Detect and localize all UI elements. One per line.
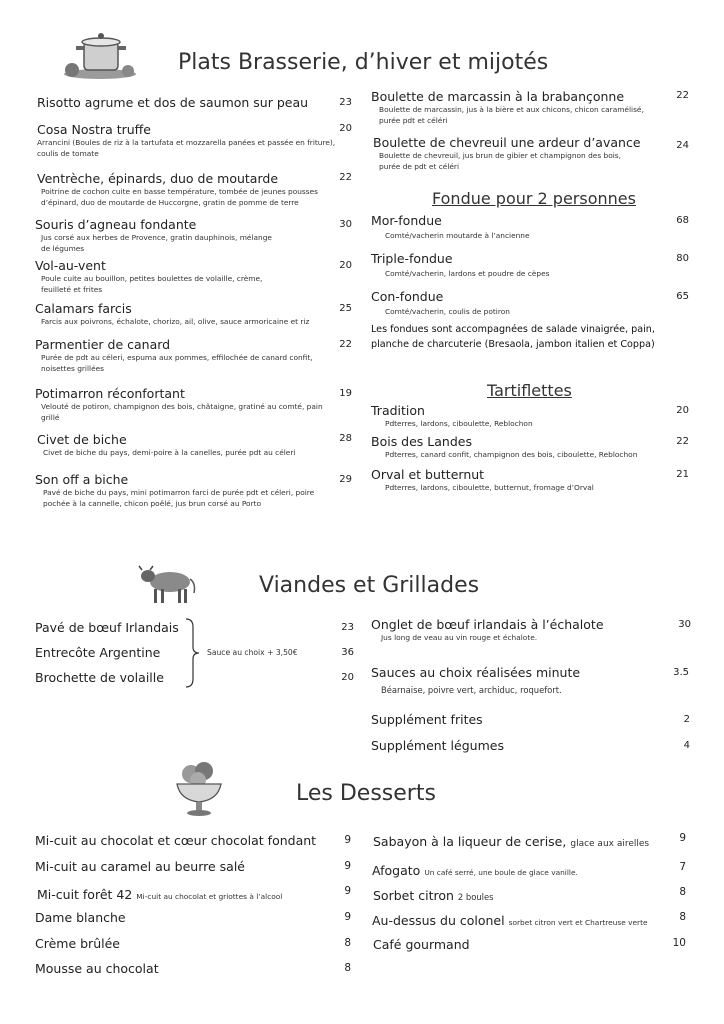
menu-item — [35, 301, 345, 328]
ice-cream-cup-icon — [174, 760, 226, 818]
item-price: 65 — [676, 291, 689, 302]
item-description: Pdterres, lardons, ciboulette, butternut, fromage d’Orval — [385, 483, 594, 492]
item-price: 8 — [344, 962, 351, 974]
menu-item — [37, 432, 347, 459]
menu-item — [371, 434, 671, 461]
menu-item — [371, 289, 661, 318]
item-description: Comté/vacherin, lardons et poudre de cèpes — [385, 269, 550, 278]
item-name: Onglet de bœuf irlandais à l’échalote — [371, 617, 604, 632]
item-description: Jus long de veau au vin rouge et échalote. — [381, 633, 538, 642]
item-description: sorbet citron vert et Chartreuse verte — [508, 918, 648, 927]
item-name: Sorbet citron — [373, 888, 454, 903]
item-price: 80 — [676, 253, 689, 264]
item-price: 8 — [679, 886, 686, 898]
menu-item — [371, 403, 661, 430]
item-price: 20 — [676, 405, 689, 416]
menu-item — [37, 171, 347, 208]
item-description: Comté/vacherin, coulis de potiron — [385, 307, 510, 316]
item-price: 9 — [344, 834, 351, 846]
item-name: Potimarron réconfortant — [35, 386, 185, 401]
menu-item — [371, 89, 661, 126]
item-price: 7 — [679, 861, 686, 873]
item-description: Pavé de biche du pays, mini potimarron farci de purée pdt et céleri, poire pochée à la cannelle, chicon poêlé, jus brun corsé au Porto — [43, 488, 315, 508]
item-name: Afogato — [372, 863, 421, 878]
item-description: Boulette de chevreuil, jus brun de gibier et champignon des bois, purée de pdt et céléri — [379, 151, 621, 171]
item-description: Velouté de potiron, champignon des bois, châtaigne, gratiné au comté, pain grillé — [41, 402, 323, 422]
item-price: 4 — [683, 740, 690, 751]
section-title-fondue: Fondue pour 2 personnes — [432, 189, 636, 208]
item-price: 3.5 — [673, 667, 689, 678]
menu-item — [371, 665, 661, 696]
item-description: Arrancini (Boules de riz à la tartufata et mozzarella panées et passée en friture), coulis de tomate — [37, 138, 336, 158]
item-name: Risotto agrume et dos de saumon sur peau — [37, 95, 309, 110]
item-name: Mi-cuit au chocolat et cœur chocolat fondant — [35, 833, 317, 848]
item-name: Sabayon à la liqueur de cerise, — [373, 834, 567, 849]
menu-item — [371, 467, 671, 494]
item-name: Triple-fondue — [371, 251, 453, 266]
item-description: Pdterres, lardons, ciboulette, Reblochon — [385, 419, 533, 428]
item-description: Mi-cuit au chocolat et griottes à l’alcool — [136, 892, 283, 901]
item-price: 9 — [344, 860, 351, 872]
item-price: 22 — [339, 339, 352, 350]
item-description: Un café serré, une boule de glace vanille. — [424, 868, 578, 877]
item-description: glace aux airelles — [570, 839, 650, 849]
item-description: Béarnaise, poivre vert, archiduc, roquefort. — [381, 685, 562, 695]
item-price: 22 — [339, 172, 352, 183]
item-price: 25 — [339, 303, 352, 314]
item-name: Bois des Landes — [371, 434, 472, 449]
item-price: 23 — [341, 622, 354, 633]
item-name: Calamars farcis — [35, 301, 132, 316]
item-name: Boulette de chevreuil une ardeur d’avance — [373, 135, 641, 150]
item-price: 10 — [672, 937, 686, 949]
item-price: 24 — [676, 140, 689, 151]
menu-item — [373, 831, 649, 850]
item-description: Poule cuite au bouillon, petites boulettes de volaille, crème, feuilleté et frites — [41, 274, 263, 294]
item-price: 36 — [341, 647, 354, 658]
item-description: Jus corsé aux herbes de Provence, gratin dauphinois, mélange de légumes — [41, 233, 272, 253]
section-title-desserts: Les Desserts — [296, 781, 436, 806]
item-price: 8 — [344, 937, 351, 949]
item-price: 22 — [676, 436, 689, 447]
item-name: Mi-cuit au caramel au beurre salé — [35, 859, 245, 874]
item-price: 9 — [344, 885, 351, 897]
item-description: Farcis aux poivrons, échalote, chorizo, ail, olive, sauce armoricaine et riz — [41, 317, 310, 326]
menu-item — [373, 885, 494, 904]
item-price: 68 — [676, 215, 689, 226]
item-name: Pavé de bœuf Irlandais — [35, 620, 179, 635]
menu-item — [35, 386, 345, 423]
cooking-pot-icon — [58, 30, 140, 80]
item-name: Mor-fondue — [371, 213, 442, 228]
item-name: Sauces au choix réalisées minute — [371, 665, 581, 680]
item-name: Crème brûlée — [35, 936, 120, 951]
item-description: Comté/vacherin moutarde à l’ancienne — [385, 231, 530, 240]
section-title-tartiflettes: Tartiflettes — [487, 381, 572, 400]
item-price: 28 — [339, 433, 352, 444]
menu-item — [371, 213, 661, 242]
item-name: Mousse au chocolat — [35, 961, 159, 976]
item-name: Mi-cuit forêt 42 — [37, 887, 133, 902]
menu-item — [372, 860, 578, 879]
item-name: Café gourmand — [373, 937, 470, 952]
item-name: Orval et butternut — [371, 467, 485, 482]
item-name: Brochette de volaille — [35, 670, 164, 685]
menu-item — [372, 910, 648, 929]
cow-icon — [136, 565, 198, 607]
item-name: Entrecôte Argentine — [35, 645, 161, 660]
menu-item — [371, 617, 661, 644]
item-name: Au-dessus du colonel — [372, 913, 505, 928]
item-name: Vol-au-vent — [35, 258, 106, 273]
menu-item — [35, 258, 345, 295]
item-price: 8 — [679, 911, 686, 923]
item-name: Cosa Nostra truffe — [37, 122, 151, 137]
item-name: Civet de biche — [37, 432, 127, 447]
item-price: 30 — [678, 619, 691, 630]
item-name: Son off a biche — [35, 472, 129, 487]
fondue-note: Les fondues sont accompagnées de salade vinaigrée, pain, planche de charcuterie (Bresaola, jambon italien et Coppa) — [371, 324, 655, 351]
menu-item — [35, 337, 345, 374]
brace-icon — [184, 617, 200, 689]
item-price: 20 — [339, 123, 352, 134]
item-name: Supplément légumes — [371, 738, 504, 753]
menu-item — [37, 95, 347, 110]
menu-item — [35, 217, 345, 254]
item-price: 21 — [676, 469, 689, 480]
item-name: Boulette de marcassin à la brabançonne — [371, 89, 625, 104]
item-price: 22 — [676, 90, 689, 101]
item-name: Tradition — [371, 403, 425, 418]
item-price: 29 — [339, 474, 352, 485]
item-name: Dame blanche — [35, 910, 126, 925]
item-name: Supplément frites — [371, 712, 483, 727]
menu-item — [371, 251, 661, 280]
menu-item — [37, 122, 347, 159]
menu-item — [35, 472, 345, 509]
item-description: Poitrine de cochon cuite en basse température, tombée de jeunes pousses d’épinard, duo de moutarde de Huccorgne, gratin de pomme de terre — [41, 187, 319, 207]
item-price: 2 — [683, 714, 690, 725]
menu-item — [373, 135, 663, 172]
item-price: 20 — [341, 672, 354, 683]
item-price: 19 — [339, 388, 352, 399]
item-name: Souris d’agneau fondante — [35, 217, 197, 232]
item-description: Purée de pdt au céleri, espuma aux pommes, effilochée de canard confit, noisettes grillées — [41, 353, 313, 373]
item-name: Con-fondue — [371, 289, 444, 304]
item-name: Ventrèche, épinards, duo de moutarde — [37, 171, 279, 186]
section-title-viandes: Viandes et Grillades — [259, 573, 480, 598]
item-price: 9 — [344, 911, 351, 923]
item-price: 20 — [339, 260, 352, 271]
item-description: Civet de biche du pays, demi-poire à la canelles, purée pdt au céleri — [43, 448, 296, 457]
item-name: Parmentier de canard — [35, 337, 171, 352]
item-price: 9 — [679, 832, 686, 844]
menu-item — [37, 884, 282, 903]
item-description: Pdterres, canard confit, champignon des bois, ciboulette, Reblochon — [385, 450, 638, 459]
sauce-note: Sauce au choix + 3,50€ — [207, 648, 298, 657]
item-description: Boulette de marcassin, jus à la bière et aux chicons, chicon caramélisé, purée pdt et céléri — [379, 105, 644, 125]
item-price: 23 — [339, 97, 352, 108]
item-price: 30 — [339, 219, 352, 230]
item-description: 2 boules — [457, 892, 494, 902]
section-title-plats: Plats Brasserie, d’hiver et mijotés — [178, 50, 549, 75]
